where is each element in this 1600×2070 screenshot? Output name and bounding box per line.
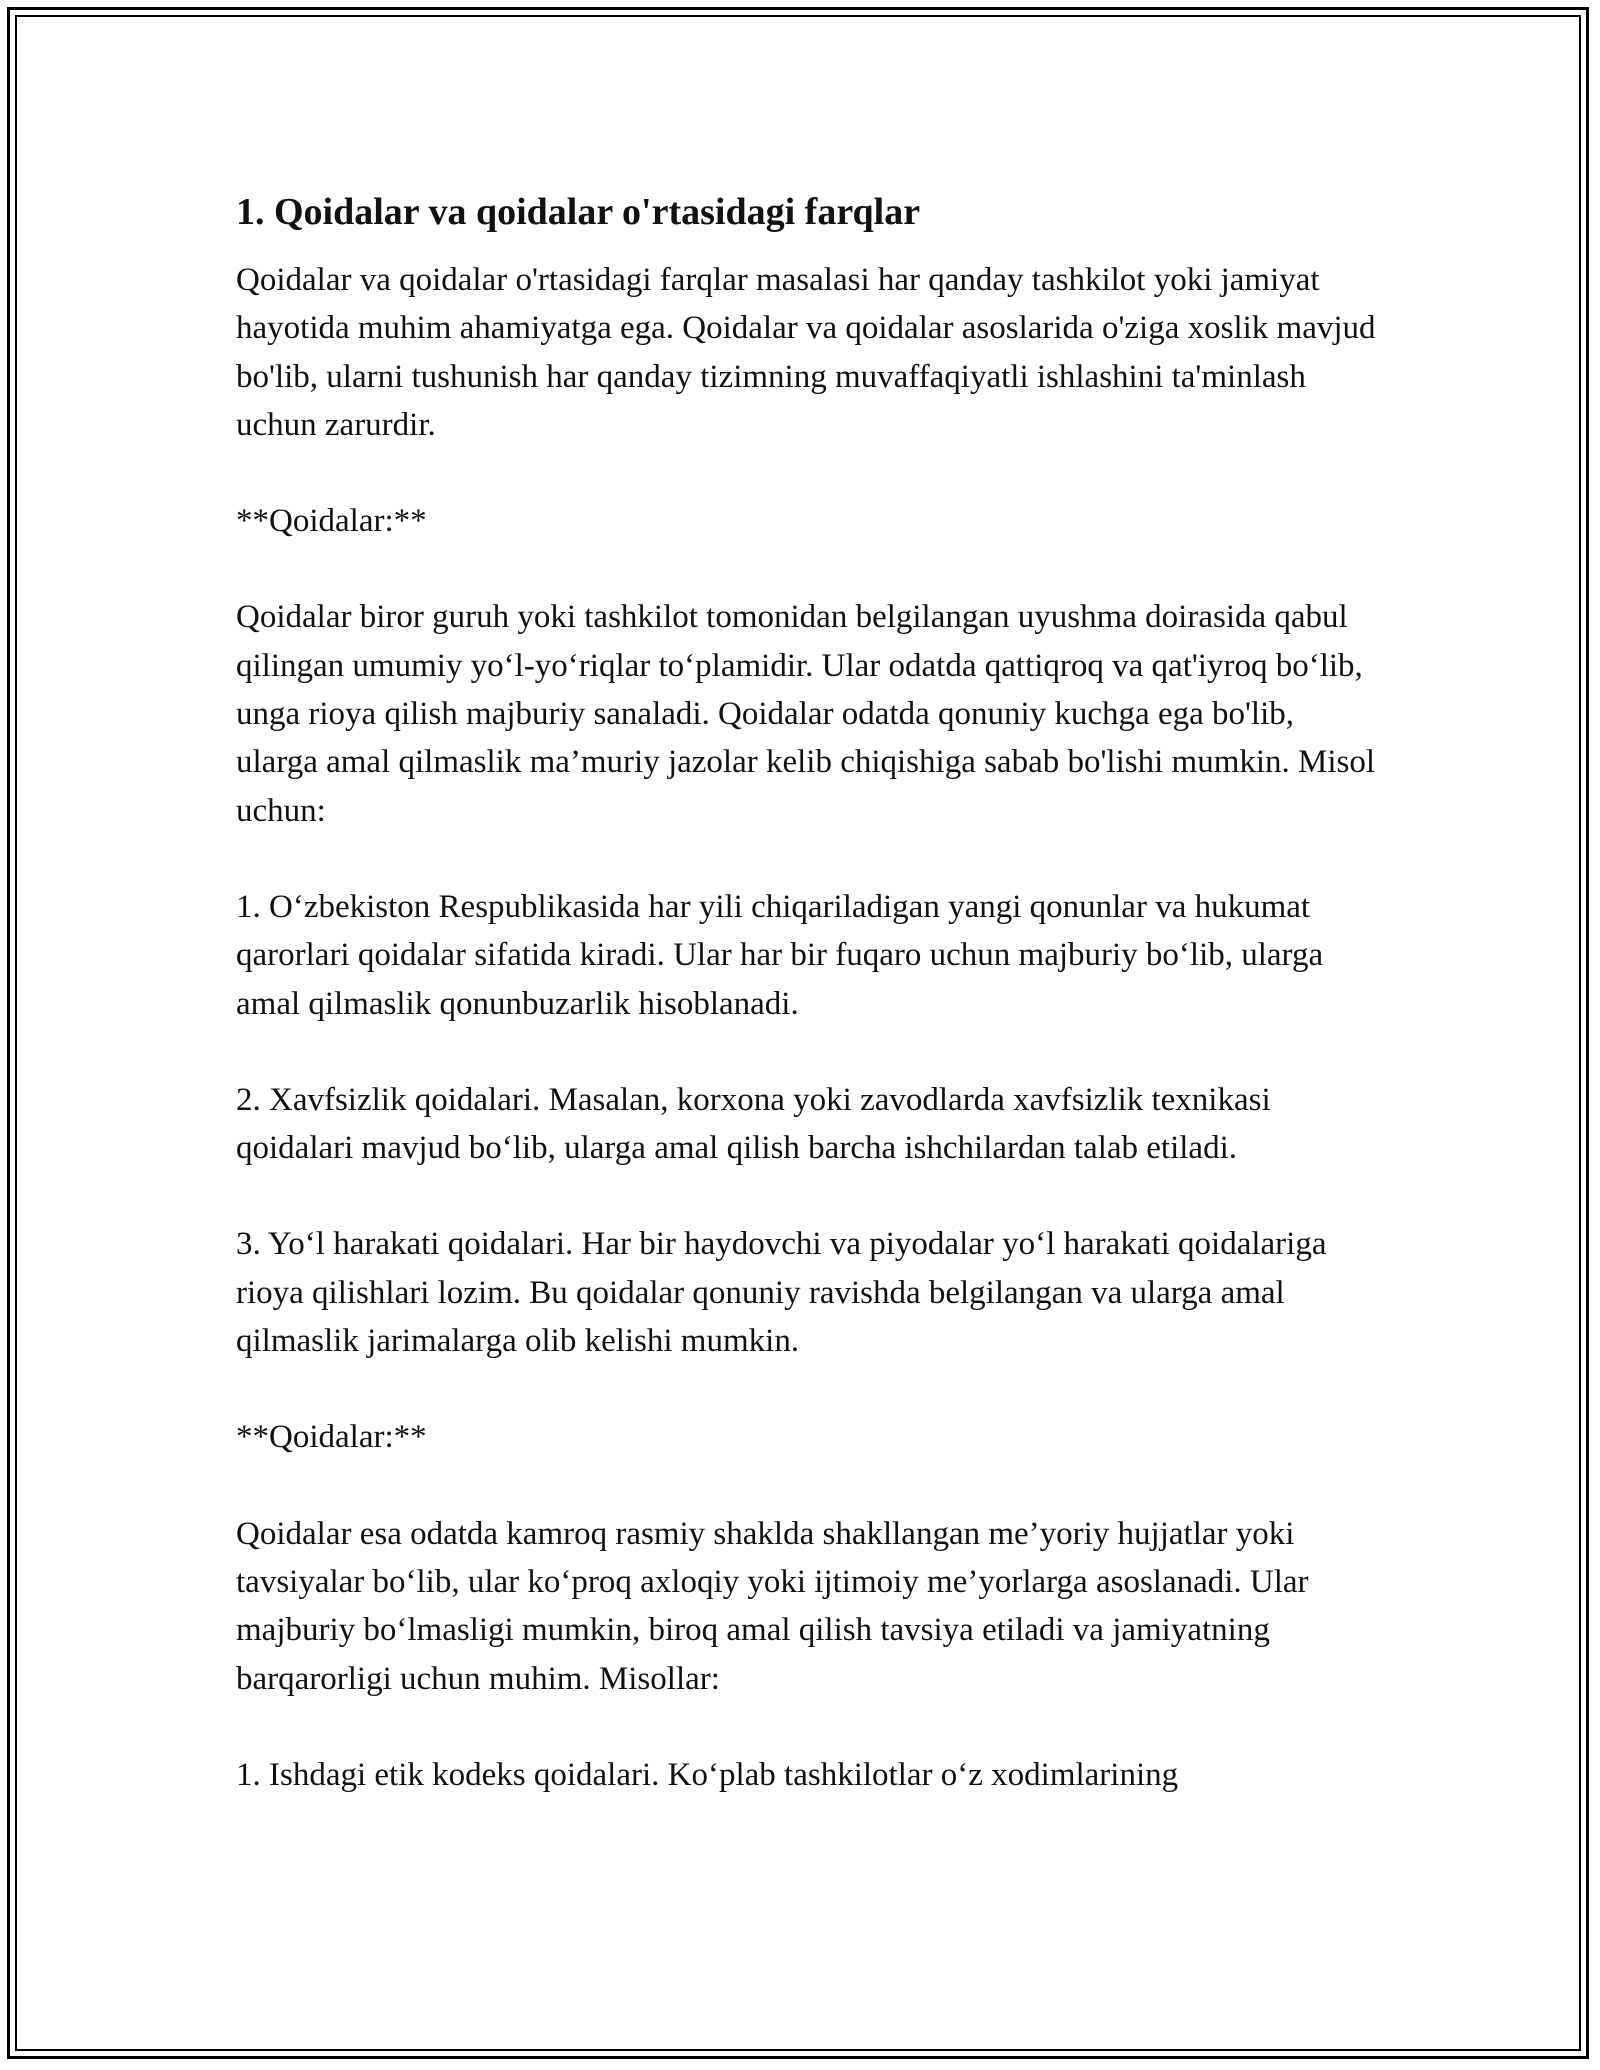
paragraph-subheading-rules: **Qoidalar:**: [236, 503, 427, 540]
document-body: [236, 188, 1376, 1799]
paragraph-rules-definition: Qoidalar biror guruh yoki tashkilot tomonidan belgilangan uyushma doirasida qabul qilingan umumiy yo‘l-yo‘riqlar to‘plamidir. Ular odatda qattiqroq va qat'iyroq bo‘lib, unga rioya qilish majburiy sanaladi. Qoidalar odatda qonuniy kuchga ega bo'lib, ularga amal qilmaslik ma’muriy jazolar kelib chiqishiga sabab bo'lishi mumkin. Misol uchun:: [236, 599, 1376, 829]
paragraph-example-1: 1. O‘zbekiston Respublikasida har yili chiqariladigan yangi qonunlar va hukumat qarorlari qoidalar sifatida kiradi. Ular har bir fuqaro uchun majburiy bo‘lib, ularga amal qilmaslik qonunbuzarlik hisoblanadi.: [236, 888, 1324, 1022]
paragraph-example-2: 2. Xavfsizlik qoidalari. Masalan, korxona yoki zavodlarda xavfsizlik texnikasi qoidalari mavjud bo‘lib, ularga amal qilish barcha ishchilardan talab etiladi.: [236, 1081, 1271, 1167]
paragraph-subheading-rules-2: **Qoidalar:**: [236, 1419, 427, 1456]
paragraph-example-ethics: 1. Ishdagi etik kodeks qoidalari. Ko‘plab tashkilotlar o‘z xodimlarining: [236, 1756, 1179, 1793]
paragraph-intro: Qoidalar va qoidalar o'rtasidagi farqlar masalasi har qanday tashkilot yoki jamiyat hayotida muhim ahamiyatga ega. Qoidalar va qoidalar asoslarida o'ziga xoslik mavjud bo'lib, ularni tushunish har qanday tizimning muvaffaqiyatli ishlashini ta'minlash uchun zarurdir.: [236, 262, 1376, 443]
paragraph-rules-norms: Qoidalar esa odatda kamroq rasmiy shaklda shakllangan me’yoriy hujjatlar yoki tavsiyalar bo‘lib, ular ko‘proq axloqiy yoki ijtimoiy me’yorlarga asoslanadi. Ular majburiy bo‘lmasligi mumkin, biroq amal qilish tavsiya etiladi va jamiyatning barqarorligi uchun muhim. Misollar:: [236, 1515, 1309, 1697]
section-heading: 1. Qoidalar va qoidalar o'rtasidagi farqlar: [236, 191, 921, 233]
paragraph-example-3: 3. Yo‘l harakati qoidalari. Har bir haydovchi va piyodalar yo‘l harakati qoidalariga rioya qilishlari lozim. Bu qoidalar qonuniy ravishda belgilangan va ularga amal qilmaslik jarimalarga olib kelishi mumkin.: [236, 1226, 1327, 1360]
